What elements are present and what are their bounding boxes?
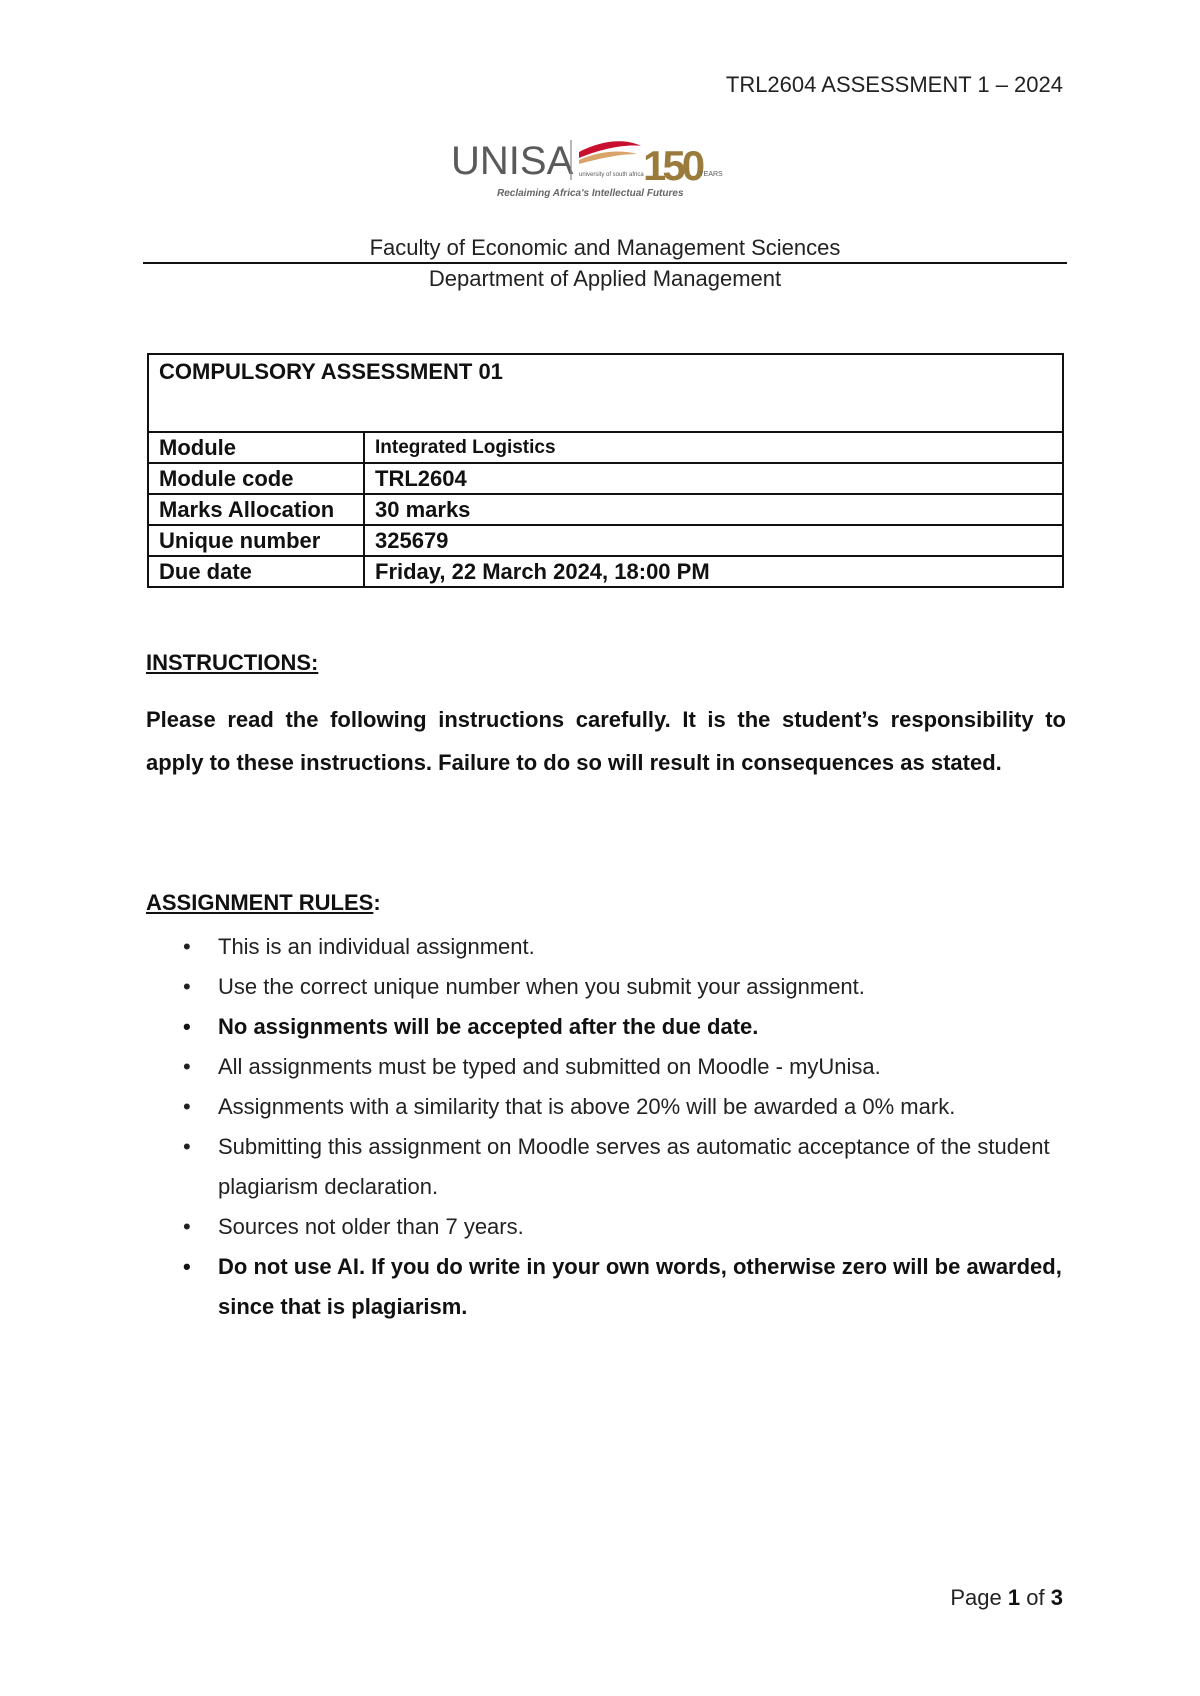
logo-wordmark: UNISA bbox=[451, 139, 574, 183]
unisa-logo bbox=[451, 130, 733, 202]
bullet-icon: • bbox=[183, 1214, 191, 1239]
table-row bbox=[148, 432, 1063, 463]
row-label: Module code bbox=[148, 463, 364, 494]
rule-text: Do not use AI. If you do write in your own words, otherwise zero will be awarded, since that is plagiarism. bbox=[218, 1254, 1062, 1319]
row-value: Friday, 22 March 2024, 18:00 PM bbox=[364, 556, 1063, 587]
row-value: TRL2604 bbox=[364, 463, 1063, 494]
rules-heading-text: ASSIGNMENT RULES bbox=[146, 890, 374, 915]
logo-anniversary: 150 bbox=[643, 142, 702, 189]
bullet-icon: • bbox=[183, 1014, 191, 1039]
row-label: Module bbox=[148, 432, 364, 463]
assessment-info-table bbox=[147, 353, 1064, 588]
bullet-icon: • bbox=[183, 1254, 191, 1279]
page-of: of bbox=[1026, 1585, 1045, 1610]
list-item bbox=[146, 927, 1066, 967]
row-label: Unique number bbox=[148, 525, 364, 556]
row-label: Marks Allocation bbox=[148, 494, 364, 525]
rule-text: Use the correct unique number when you submit your assignment. bbox=[218, 974, 865, 999]
document-reference: TRL2604 ASSESSMENT 1 – 2024 bbox=[725, 72, 1063, 97]
bullet-icon: • bbox=[183, 934, 191, 959]
table-title-row bbox=[148, 354, 1063, 432]
department-name: Department of Applied Management bbox=[428, 266, 782, 291]
list-item bbox=[146, 1047, 1066, 1087]
rule-text: Sources not older than 7 years. bbox=[218, 1214, 524, 1239]
list-item bbox=[146, 1127, 1066, 1207]
table-row bbox=[148, 525, 1063, 556]
rules-list bbox=[146, 927, 1066, 1327]
instructions-text: Please read the following instructions carefully. It is the student’s responsibility to apply to these instructions. Failure to do so will result in consequences as stated. bbox=[146, 707, 1066, 775]
rule-text: This is an individual assignment. bbox=[218, 934, 535, 959]
list-item bbox=[146, 1247, 1066, 1327]
row-value: Integrated Logistics bbox=[364, 432, 1063, 463]
table-row bbox=[148, 463, 1063, 494]
faculty-name: Faculty of Economic and Management Sciences bbox=[369, 235, 841, 260]
bullet-icon: • bbox=[183, 974, 191, 999]
logo-years: YEARS bbox=[699, 171, 723, 178]
rule-text: Assignments with a similarity that is above 20% will be awarded a 0% mark. bbox=[218, 1094, 956, 1119]
list-item bbox=[146, 1207, 1066, 1247]
list-item bbox=[146, 1087, 1066, 1127]
row-value: 30 marks bbox=[364, 494, 1063, 525]
table-row bbox=[148, 556, 1063, 587]
list-item bbox=[146, 967, 1066, 1007]
logo-sub: university of south africa bbox=[579, 172, 644, 178]
total-pages: 3 bbox=[1050, 1585, 1063, 1610]
rules-heading bbox=[146, 890, 381, 916]
rule-text: Submitting this assignment on Moodle serves as automatic acceptance of the student plagiarism declaration. bbox=[218, 1134, 1050, 1199]
rules-heading-colon: : bbox=[373, 890, 381, 915]
table-row bbox=[148, 494, 1063, 525]
page-number bbox=[950, 1585, 1063, 1611]
header-divider bbox=[143, 262, 1067, 264]
row-value: 325679 bbox=[364, 525, 1063, 556]
instructions-heading: INSTRUCTIONS: bbox=[146, 650, 319, 675]
bullet-icon: • bbox=[183, 1054, 191, 1079]
logo-tagline: Reclaiming Africa's Intellectual Futures bbox=[497, 188, 684, 199]
row-label: Due date bbox=[148, 556, 364, 587]
rule-text: No assignments will be accepted after the due date. bbox=[218, 1014, 759, 1039]
page-prefix: Page bbox=[950, 1585, 1002, 1610]
rule-text: All assignments must be typed and submitted on Moodle - myUnisa. bbox=[218, 1054, 881, 1079]
assessment-title: COMPULSORY ASSESSMENT 01 bbox=[148, 354, 1063, 432]
bullet-icon: • bbox=[183, 1134, 191, 1159]
list-item bbox=[146, 1007, 1066, 1047]
current-page: 1 bbox=[1007, 1585, 1021, 1610]
bullet-icon: • bbox=[183, 1094, 191, 1119]
